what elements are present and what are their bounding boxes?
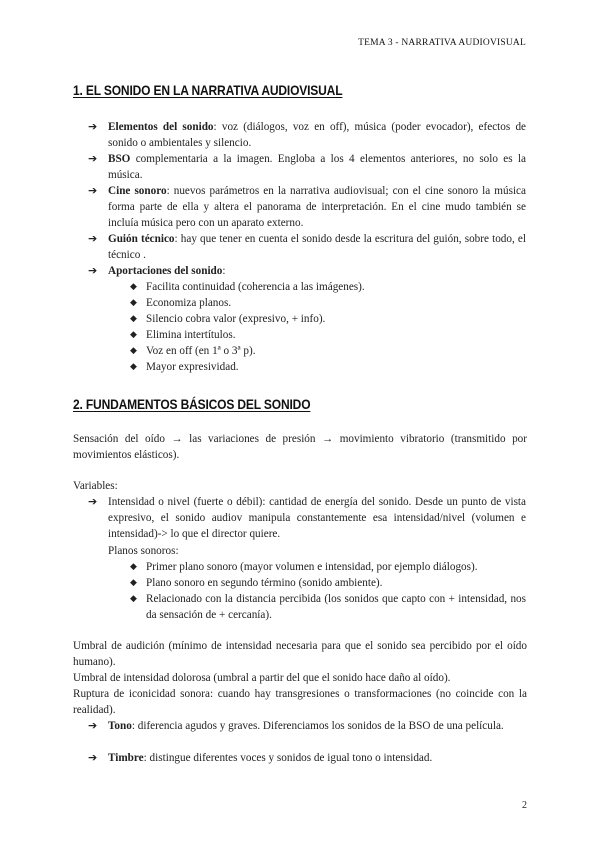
diamond-bullet-icon: ◆: [130, 282, 137, 292]
sub-list-item: ◆ Relacionado con la distancia percibida (los sonidos que capto con + intensidad, nos da sensación de + cercanía).: [130, 593, 526, 621]
arrow-bullet-icon: ➔: [88, 719, 98, 732]
sub-list-item: ◆ Plano sonoro en segundo término (sonido ambiente).: [130, 577, 383, 589]
diamond-bullet-icon: ◆: [130, 330, 137, 340]
sub-list-item: ◆ Voz en off (en 1ª o 3ª p).: [130, 345, 256, 357]
list-item-continuation: Planos sonoros:: [108, 545, 179, 557]
list-item: ➔ Intensidad o nivel (fuerte o débil): cantidad de energía del sonido. Desde un punto de vista expresivo, el sonido audiov manipula constantemente esa intensidad/nivel (volumen e intensidad)-> lo que el director quiere.: [88, 495, 526, 540]
sub-list-item: ◆ Mayor expresividad.: [130, 361, 239, 373]
diamond-bullet-icon: ◆: [130, 314, 137, 324]
list-item: ➔ Aportaciones del sonido:: [88, 264, 226, 277]
page-number: 2: [522, 800, 527, 811]
arrow-bullet-icon: ➔: [88, 232, 98, 245]
arrow-bullet-icon: ➔: [88, 120, 98, 133]
diamond-bullet-icon: ◆: [130, 346, 137, 356]
list-item: ➔ Tono: diferencia agudos y graves. Diferenciamos los sonidos de la BSO de una película.: [88, 719, 504, 732]
list-item: ➔ Guión técnico: hay que tener en cuenta el sonido desde la escritura del guión, sobre todo, el técnico .: [88, 232, 526, 261]
arrow-bullet-icon: ➔: [88, 495, 98, 508]
paragraph: Umbral de audición (mínimo de intensidad necesaria para que el sonido sea percibido por el oído humano).: [73, 640, 527, 668]
arrow-bullet-icon: ➔: [88, 152, 98, 165]
diamond-bullet-icon: ◆: [130, 298, 137, 308]
sub-list-item: ◆ Elimina intertítulos.: [130, 329, 236, 341]
list-item: ➔ BSO complementaria a la imagen. Engloba a los 4 elementos anteriores, no solo es la música.: [88, 152, 526, 181]
arrow-bullet-icon: ➔: [88, 751, 98, 764]
paragraph: Sensación del oído → las variaciones de presión → movimiento vibratorio (transmitido por movimientos elásticos).: [73, 433, 527, 461]
diamond-bullet-icon: ◆: [130, 362, 137, 372]
section-1-title: 1. EL SONIDO EN LA NARRATIVA AUDIOVISUAL: [73, 82, 343, 98]
sub-list-item: ◆ Facilita continuidad (coherencia a las imágenes).: [130, 281, 365, 293]
paragraph: Umbral de intensidad dolorosa (umbral a partir del que el sonido hace daño al oído).: [73, 672, 451, 684]
paragraph: Variables:: [73, 480, 118, 492]
sub-list-item: ◆ Primer plano sonoro (mayor volumen e intensidad, por ejemplo diálogos).: [130, 561, 478, 573]
list-item: ➔ Cine sonoro: nuevos parámetros en la narrativa audiovisual; con el cine sonoro la música forma parte de ella y altera el panorama de interpretación. En el cine mudo también se incluía música pero con un aparato externo.: [88, 184, 526, 229]
sub-list-item: ◆ Economiza planos.: [130, 297, 232, 309]
arrow-bullet-icon: ➔: [88, 184, 98, 197]
section-2-title: 2. FUNDAMENTOS BÁSICOS DEL SONIDO: [73, 396, 311, 412]
diamond-bullet-icon: ◆: [130, 562, 137, 572]
paragraph: Ruptura de iconicidad sonora: cuando hay transgresiones o transformaciones (no coincide con la realidad).: [73, 688, 527, 716]
running-header: TEMA 3 - NARRATIVA AUDIOVISUAL: [358, 38, 526, 48]
diamond-bullet-icon: ◆: [130, 594, 137, 604]
arrow-bullet-icon: ➔: [88, 264, 98, 277]
list-item: ➔ Elementos del sonido: voz (diálogos, voz en off), música (poder evocador), efectos de sonido o ambientales y silencio.: [88, 120, 527, 149]
sub-list-item: ◆ Silencio cobra valor (expresivo, + info).: [130, 313, 326, 325]
list-item: ➔ Timbre: distingue diferentes voces y sonidos de igual tono o intensidad.: [88, 751, 433, 764]
diamond-bullet-icon: ◆: [130, 578, 137, 588]
